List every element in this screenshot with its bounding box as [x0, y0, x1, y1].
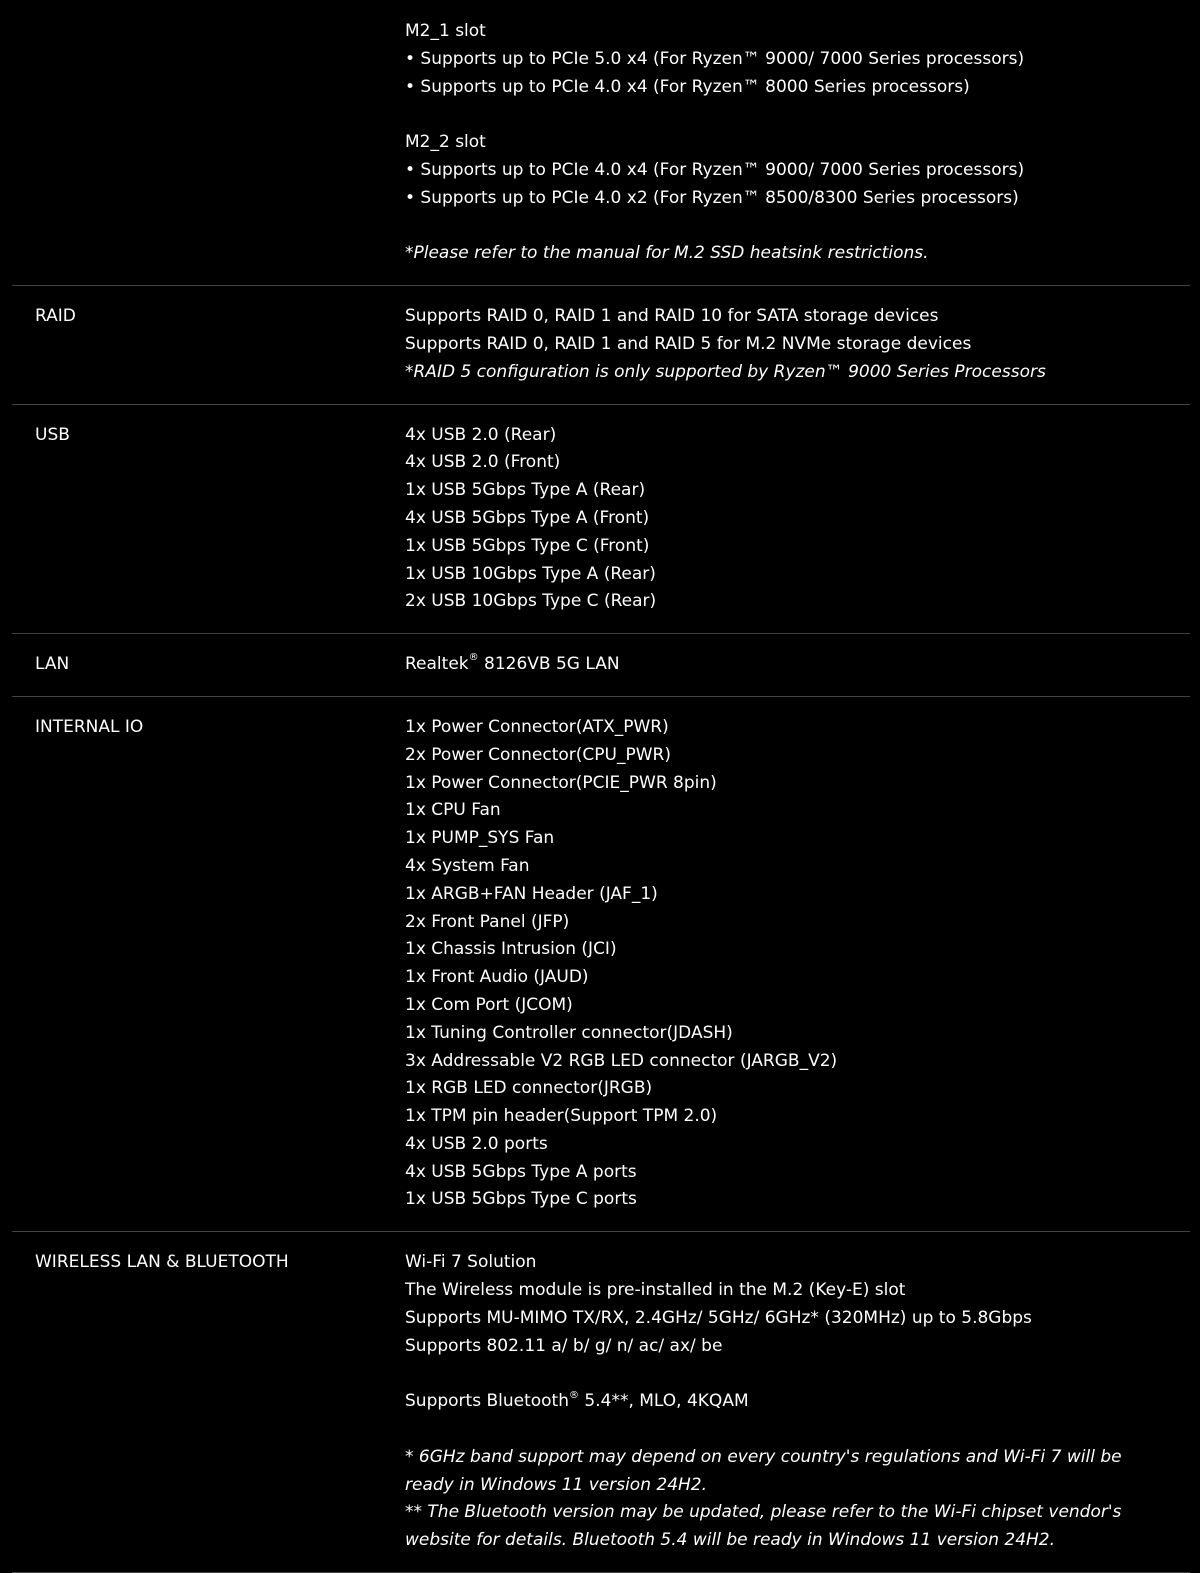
- spec-line-text-after: 5.4**, MLO, 4KQAM: [579, 1391, 749, 1412]
- spec-line: [405, 651, 1190, 679]
- spec-label: USB: [35, 424, 70, 445]
- spec-line: [405, 185, 1190, 213]
- spec-line: [405, 561, 1190, 589]
- spec-value: [405, 18, 1190, 268]
- spec-line-text: *RAID 5 configuration is only supported by Ryzen™ 9000 Series Processors: [405, 361, 1046, 382]
- spec-line-text: • Supports up to PCIe 5.0 x4 (For Ryzen™ 9000/ 7000 Series processors): [405, 48, 1025, 69]
- spec-line: [405, 588, 1190, 616]
- spec-line: [405, 1103, 1190, 1131]
- spec-row-continued: [12, 10, 1190, 286]
- spec-label: LAN: [35, 654, 70, 675]
- spec-line-text: 2x Front Panel (JFP): [405, 911, 570, 932]
- spec-line-text: 4x USB 5Gbps Type A ports: [405, 1161, 637, 1182]
- spec-line-text: M2_2 slot: [405, 132, 486, 153]
- spec-footnote: [405, 240, 1190, 268]
- spec-line: [405, 449, 1190, 477]
- spec-line-text: 1x Tuning Controller connector(JDASH): [405, 1022, 733, 1043]
- spec-line: [405, 992, 1190, 1020]
- spec-line-text: 4x USB 5Gbps Type A (Front): [405, 507, 650, 528]
- spec-line-text: Realtek: [405, 654, 469, 675]
- spec-footnote: [405, 1499, 1125, 1555]
- spec-line: [405, 964, 1190, 992]
- spec-row-usb: [12, 405, 1190, 635]
- spec-footnote: [405, 359, 1190, 387]
- spec-value: [405, 303, 1190, 386]
- spec-line-text: Supports MU-MIMO TX/RX, 2.4GHz/ 5GHz/ 6GHz* (320MHz) up to 5.8Gbps: [405, 1307, 1032, 1328]
- spec-line-text: 2x Power Connector(CPU_PWR): [405, 744, 671, 765]
- spec-line: [405, 770, 1190, 798]
- spec-line: [405, 505, 1190, 533]
- spec-line: [405, 797, 1190, 825]
- spec-line: [405, 1020, 1190, 1048]
- spec-line: [405, 825, 1190, 853]
- spec-row-raid: [12, 286, 1190, 404]
- spec-line-text: 1x ARGB+FAN Header (JAF_1): [405, 883, 658, 904]
- spec-line: [405, 18, 1190, 46]
- spec-line: [405, 742, 1190, 770]
- spec-value: [405, 422, 1190, 617]
- spec-line: [405, 46, 1190, 74]
- spec-line-text: 4x USB 2.0 ports: [405, 1133, 548, 1154]
- spec-line: [405, 331, 1190, 359]
- spec-label: [12, 18, 405, 268]
- spec-line: [405, 1305, 1190, 1333]
- spec-row-wireless-lan-bluetooth: [12, 1232, 1190, 1573]
- spec-line-text: ** The Bluetooth version may be updated, please refer to the Wi-Fi chipset vendor's website for details. Bluetooth 5.4 will be ready in Windows 11 version 24H2.: [405, 1502, 1122, 1551]
- spec-line: [405, 74, 1190, 102]
- spec-line-text-after: 8126VB 5G LAN: [478, 654, 620, 675]
- spec-line: [405, 129, 1190, 157]
- spec-line: [405, 1388, 1190, 1416]
- spec-line-text: 1x Com Port (JCOM): [405, 994, 573, 1015]
- spec-line-text: *Please refer to the manual for M.2 SSD heatsink restrictions.: [405, 243, 929, 264]
- spec-line-text: • Supports up to PCIe 4.0 x2 (For Ryzen™ 8500/8300 Series processors): [405, 187, 1019, 208]
- spec-line: [405, 1186, 1190, 1214]
- spec-line-text: • Supports up to PCIe 4.0 x4 (For Ryzen™ 8000 Series processors): [405, 76, 970, 97]
- spec-line: [405, 936, 1190, 964]
- spec-line-text: M2_1 slot: [405, 21, 486, 41]
- spec-line-text: Supports RAID 0, RAID 1 and RAID 5 for M.2 NVMe storage devices: [405, 333, 972, 354]
- spec-line: [405, 1249, 1190, 1277]
- spec-line-text: 1x Front Audio (JAUD): [405, 967, 589, 988]
- registered-mark: ®: [468, 652, 479, 664]
- spec-line-text: 3x Addressable V2 RGB LED connector (JARGB_V2): [405, 1050, 838, 1071]
- spec-footnote: [405, 1444, 1125, 1500]
- spec-line-text: 1x Power Connector(ATX_PWR): [405, 716, 669, 737]
- spec-line: [405, 714, 1190, 742]
- spec-line-text: 1x USB 10Gbps Type A (Rear): [405, 563, 656, 584]
- spec-line-text: 1x Power Connector(PCIE_PWR 8pin): [405, 772, 717, 793]
- spec-line: [405, 477, 1190, 505]
- spec-line: [405, 853, 1190, 881]
- spec-line-text: The Wireless module is pre-installed in the M.2 (Key-E) slot: [405, 1280, 906, 1301]
- spec-value: [405, 1249, 1190, 1555]
- spec-line: [405, 881, 1190, 909]
- spec-line: [405, 157, 1190, 185]
- specifications-table: [12, 0, 1190, 1573]
- spec-line-text: * 6GHz band support may depend on every country's regulations and Wi-Fi 7 will be ready in Windows 11 version 24H2.: [405, 1446, 1122, 1495]
- spec-line: [405, 1131, 1190, 1159]
- spec-line-text: 2x USB 10Gbps Type C (Rear): [405, 591, 657, 612]
- spec-value: [405, 651, 1190, 679]
- spec-line: [405, 1048, 1190, 1076]
- spec-line-text: • Supports up to PCIe 4.0 x4 (For Ryzen™ 9000/ 7000 Series processors): [405, 159, 1025, 180]
- spec-line: [405, 422, 1190, 450]
- spec-line-text: 4x USB 2.0 (Front): [405, 452, 561, 473]
- spec-label: RAID: [35, 306, 76, 327]
- spec-row-lan: [12, 634, 1190, 697]
- spec-line-text: 1x USB 5Gbps Type C (Front): [405, 535, 650, 556]
- spec-line: [405, 213, 1190, 241]
- spec-line-text: 1x PUMP_SYS Fan: [405, 828, 555, 849]
- spec-line-text: 1x RGB LED connector(JRGB): [405, 1078, 653, 1099]
- spec-line: [405, 909, 1190, 937]
- spec-line-text: Wi-Fi 7 Solution: [405, 1252, 537, 1273]
- spec-line: [405, 101, 1190, 129]
- spec-line: [405, 1075, 1190, 1103]
- spec-line: [405, 1416, 1190, 1444]
- spec-line-text: 1x Chassis Intrusion (JCI): [405, 939, 617, 960]
- registered-mark: ®: [569, 1389, 579, 1401]
- spec-line-text: 1x TPM pin header(Support TPM 2.0): [405, 1106, 718, 1127]
- spec-line: [405, 1277, 1190, 1305]
- spec-label: WIRELESS LAN & BLUETOOTH: [35, 1252, 289, 1273]
- spec-line-text: Supports RAID 0, RAID 1 and RAID 10 for SATA storage devices: [405, 306, 939, 327]
- spec-line-text: 1x USB 5Gbps Type A (Rear): [405, 480, 646, 501]
- spec-row-internal-io: [12, 697, 1190, 1232]
- spec-line: [405, 1360, 1190, 1388]
- spec-label: INTERNAL IO: [35, 716, 144, 737]
- spec-value: [405, 714, 1190, 1214]
- spec-line-text: 1x CPU Fan: [405, 800, 501, 821]
- spec-line-text: Supports Bluetooth: [405, 1391, 569, 1412]
- spec-line-text: 4x System Fan: [405, 855, 530, 876]
- spec-line-text: Supports 802.11 a/ b/ g/ n/ ac/ ax/ be: [405, 1335, 723, 1356]
- spec-line: [405, 1159, 1190, 1187]
- spec-line: [405, 303, 1190, 331]
- spec-line: [405, 533, 1190, 561]
- spec-line-text: 1x USB 5Gbps Type C ports: [405, 1189, 637, 1210]
- spec-line-text: 4x USB 2.0 (Rear): [405, 424, 557, 445]
- spec-line: [405, 1333, 1190, 1361]
